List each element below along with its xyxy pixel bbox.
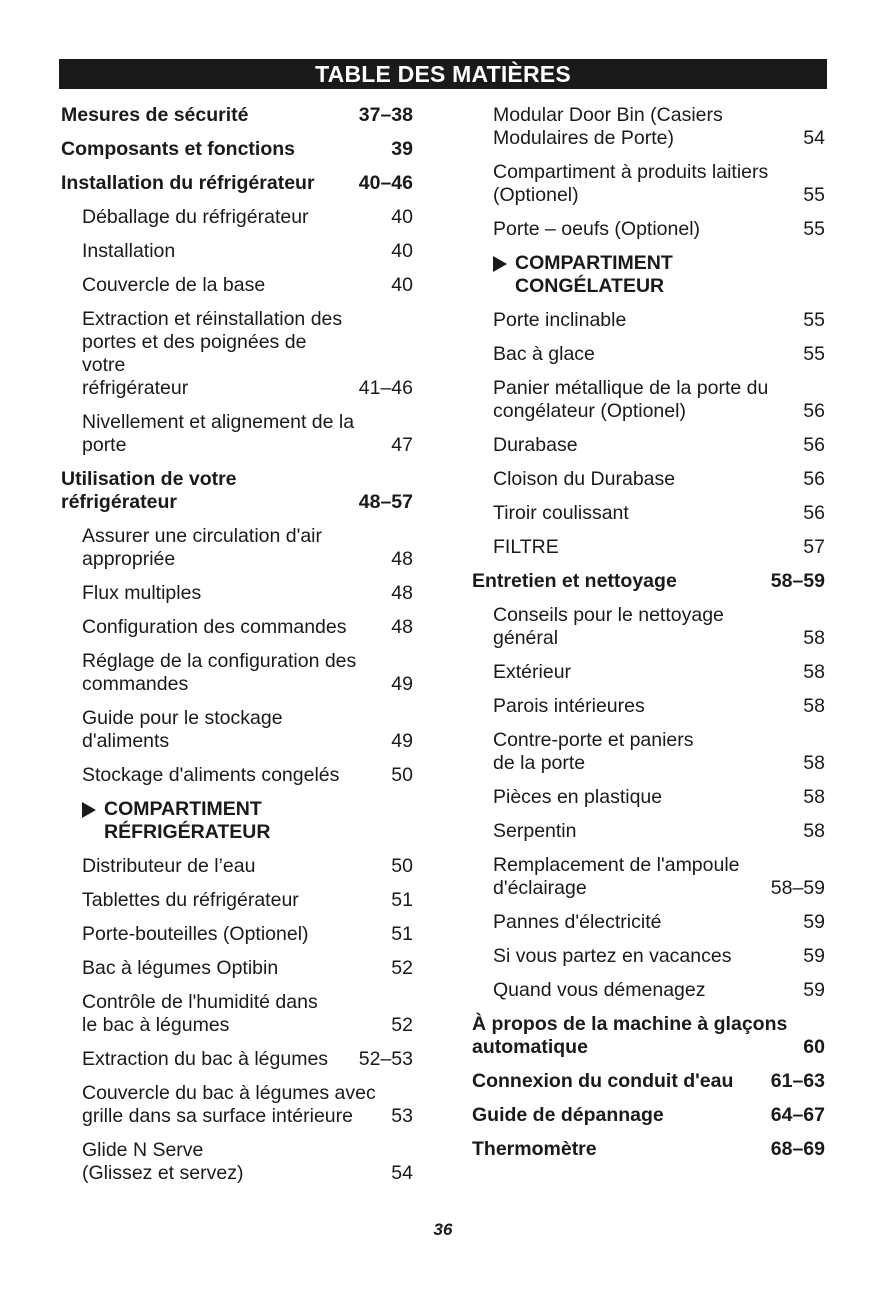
entry-page-number: 48	[391, 582, 413, 604]
toc-chapter-entry[interactable]	[472, 570, 825, 593]
entry-title-line: commandes	[82, 673, 189, 695]
entry-title	[82, 957, 391, 980]
toc-chapter-entry[interactable]	[472, 1013, 825, 1059]
entry-title	[472, 1138, 771, 1161]
toc-section-header	[472, 252, 825, 298]
entry-page-number: 59	[803, 945, 825, 967]
entry-title-line: Stockage d'aliments congelés	[82, 764, 340, 786]
entry-title	[493, 979, 803, 1002]
entry-title-line: grille dans sa surface intérieure	[82, 1105, 353, 1127]
entry-page-number: 52	[391, 1014, 413, 1036]
page-title: TABLE DES MATIÈRES	[59, 59, 827, 89]
entry-title-line: Thermomètre	[472, 1138, 597, 1160]
toc-subentry[interactable]	[61, 206, 413, 229]
entry-page-number: 68–69	[770, 1138, 825, 1160]
entry-title-line: Modular Door Bin (Casiers	[493, 104, 723, 126]
entry-page-number: 51	[391, 889, 413, 911]
entry-title-line: automatique	[472, 1036, 588, 1058]
entry-title-line: Déballage du réfrigérateur	[82, 206, 309, 228]
entry-title	[82, 991, 391, 1037]
toc-subentry[interactable]	[472, 377, 825, 423]
entry-page-number: 54	[803, 127, 825, 149]
toc-subentry[interactable]	[472, 979, 825, 1002]
entry-page-number: 49	[391, 673, 413, 695]
entry-title	[82, 274, 391, 297]
toc-subentry[interactable]	[472, 104, 825, 150]
entry-title-line: d'aliments	[82, 730, 170, 752]
entry-title	[493, 343, 803, 366]
entry-page-number: 58	[803, 820, 825, 842]
entry-page-number: 50	[391, 764, 413, 786]
entry-page-number: 59	[803, 911, 825, 933]
entry-title	[493, 786, 803, 809]
entry-title-line: Assurer une circulation d'air	[82, 525, 322, 547]
entry-title-line: À propos de la machine à glaçons	[472, 1013, 788, 1035]
entry-page-number: 40–46	[358, 172, 413, 194]
entry-title-line: (Glissez et servez)	[82, 1162, 244, 1184]
toc-chapter-entry[interactable]	[61, 138, 413, 161]
toc-subentry[interactable]	[472, 695, 825, 718]
toc-subentry[interactable]	[61, 923, 413, 946]
toc-subentry[interactable]	[472, 854, 825, 900]
entry-title-line: Installation	[82, 240, 176, 262]
toc-subentry[interactable]	[61, 1139, 413, 1185]
toc-subentry[interactable]	[61, 308, 413, 400]
entry-title-line: Composants et fonctions	[61, 138, 296, 160]
entry-title-line: Porte-bouteilles (Optionel)	[82, 923, 309, 945]
entry-title-line: Extraction du bac à légumes	[82, 1048, 329, 1070]
toc-subentry[interactable]	[472, 945, 825, 968]
entry-title-line: Flux multiples	[82, 582, 202, 604]
entry-title-line: réfrigérateur	[61, 491, 177, 513]
entry-page-number: 55	[803, 309, 825, 331]
entry-title-line: de la porte	[493, 752, 586, 774]
entry-page-number: 47	[391, 434, 413, 456]
entry-title-line: Configuration des commandes	[82, 616, 347, 638]
entry-page-number: 55	[803, 218, 825, 240]
entry-page-number: 57	[803, 536, 825, 558]
toc-chapter-entry[interactable]	[61, 172, 413, 195]
toc-subentry[interactable]	[472, 161, 825, 207]
entry-title-line: Guide pour le stockage	[82, 707, 283, 729]
entry-title-line: Bac à légumes Optibin	[82, 957, 279, 979]
entry-page-number: 64–67	[770, 1104, 825, 1126]
toc-subentry[interactable]	[472, 786, 825, 809]
entry-title	[82, 855, 391, 878]
entry-title-line: Panier métallique de la porte du	[493, 377, 769, 399]
entry-title-line: Couvercle du bac à légumes avec	[82, 1082, 376, 1104]
entry-title	[493, 695, 803, 718]
entry-title	[493, 820, 803, 843]
entry-page-number: 55	[803, 184, 825, 206]
entry-title-line: Quand vous démenagez	[493, 979, 706, 1001]
entry-title	[493, 468, 803, 491]
entry-title	[82, 707, 391, 753]
entry-title	[82, 582, 391, 605]
entry-title-line: Réglage de la configuration des	[82, 650, 357, 672]
entry-title	[61, 172, 359, 195]
toc-subentry[interactable]	[61, 855, 413, 878]
entry-title	[472, 570, 771, 593]
toc-subentry[interactable]	[61, 764, 413, 787]
entry-title	[82, 411, 391, 457]
entry-title-line: Porte inclinable	[493, 309, 627, 331]
triangle-bullet-icon	[82, 802, 96, 818]
entry-page-number: 50	[391, 855, 413, 877]
entry-title	[61, 104, 359, 127]
toc-section-header	[61, 798, 413, 844]
entry-page-number: 58	[803, 627, 825, 649]
entry-title	[493, 502, 803, 525]
entry-title-line: Tiroir coulissant	[493, 502, 629, 524]
entry-title-line: Distributeur de l’eau	[82, 855, 256, 877]
entry-page-number: 40	[391, 240, 413, 262]
entry-title-line: Serpentin	[493, 820, 577, 842]
entry-title-line: appropriée	[82, 548, 176, 570]
entry-title	[82, 923, 391, 946]
entry-title-line: Extérieur	[493, 661, 572, 683]
toc-subentry[interactable]	[472, 820, 825, 843]
entry-title	[493, 377, 803, 423]
entry-page-number: 58	[803, 695, 825, 717]
toc-subentry[interactable]	[61, 957, 413, 980]
entry-title-line: Parois intérieures	[493, 695, 645, 717]
entry-page-number: 58	[803, 786, 825, 808]
entry-page-number: 58	[803, 661, 825, 683]
entry-page-number: 55	[803, 343, 825, 365]
entry-page-number: 58	[803, 752, 825, 774]
entry-title-line: Mesures de sécurité	[61, 104, 249, 126]
entry-title-line: réfrigérateur	[82, 377, 189, 399]
entry-title-line: Installation du réfrigérateur	[61, 172, 315, 194]
toc-subentry[interactable]	[61, 240, 413, 263]
toc-subentry[interactable]	[61, 525, 413, 571]
entry-page-number: 48	[391, 548, 413, 570]
entry-title	[82, 616, 391, 639]
entry-title	[61, 468, 359, 514]
toc-right-column	[472, 104, 825, 1161]
toc-subentry[interactable]	[472, 911, 825, 934]
entry-title	[472, 1104, 771, 1127]
entry-title-line: Contrôle de l'humidité dans	[82, 991, 318, 1013]
entry-title-line: Cloison du Durabase	[493, 468, 676, 490]
toc-subentry[interactable]	[472, 468, 825, 491]
entry-title-line: Durabase	[493, 434, 578, 456]
toc-subentry[interactable]	[61, 274, 413, 297]
entry-title-line: général	[493, 627, 559, 649]
section-label: COMPARTIMENT	[104, 798, 262, 820]
entry-title	[82, 1082, 391, 1128]
entry-title-line: Contre-porte et paniers	[493, 729, 694, 751]
entry-title	[493, 854, 771, 900]
entry-page-number: 51	[391, 923, 413, 945]
entry-title	[493, 945, 803, 968]
entry-title	[493, 309, 803, 332]
toc-subentry[interactable]	[472, 604, 825, 650]
entry-title	[493, 911, 803, 934]
entry-page-number: 40	[391, 206, 413, 228]
entry-title	[472, 1013, 803, 1059]
entry-page-number: 56	[803, 468, 825, 490]
toc-subentry[interactable]	[472, 502, 825, 525]
entry-title	[82, 1139, 391, 1185]
section-label: COMPARTIMENT	[515, 252, 673, 274]
entry-page-number: 48–57	[358, 491, 413, 513]
entry-title-line: d'éclairage	[493, 877, 587, 899]
entry-title	[493, 661, 803, 684]
section-label: RÉFRIGÉRATEUR	[104, 821, 271, 843]
entry-page-number: 56	[803, 502, 825, 524]
entry-page-number: 52–53	[358, 1048, 413, 1070]
toc-left-column	[61, 104, 413, 1185]
page-number: 36	[433, 1220, 453, 1239]
toc-subentry[interactable]	[472, 536, 825, 559]
entry-title-line: Modulaires de Porte)	[493, 127, 675, 149]
entry-title	[82, 240, 391, 263]
toc-subentry[interactable]	[61, 889, 413, 912]
toc-subentry[interactable]	[472, 309, 825, 332]
toc-subentry[interactable]	[61, 991, 413, 1037]
entry-title-line: Glide N Serve	[82, 1139, 204, 1161]
entry-title-line: porte	[82, 434, 127, 456]
entry-page-number: 58–59	[770, 877, 825, 899]
entry-page-number: 56	[803, 400, 825, 422]
section-label: CONGÉLATEUR	[515, 275, 665, 297]
entry-title-line: Connexion du conduit d'eau	[472, 1070, 734, 1092]
toc-chapter-entry[interactable]	[472, 1070, 825, 1093]
entry-title	[82, 650, 391, 696]
toc-subentry[interactable]	[472, 661, 825, 684]
entry-title	[493, 218, 803, 241]
entry-title	[82, 308, 359, 400]
entry-title-line: Utilisation de votre	[61, 468, 237, 490]
toc-chapter-entry[interactable]	[472, 1138, 825, 1161]
entry-title-line: Tablettes du réfrigérateur	[82, 889, 299, 911]
entry-title	[82, 889, 391, 912]
toc-subentry[interactable]	[61, 411, 413, 457]
toc-chapter-entry[interactable]	[472, 1104, 825, 1127]
toc-subentry[interactable]	[61, 707, 413, 753]
entry-page-number: 41–46	[358, 377, 413, 399]
toc-subentry[interactable]	[472, 218, 825, 241]
entry-title-line: le bac à légumes	[82, 1014, 230, 1036]
entry-title-line: Pièces en plastique	[493, 786, 663, 808]
entry-page-number: 59	[803, 979, 825, 1001]
toc-chapter-entry[interactable]	[61, 468, 413, 514]
entry-page-number: 37–38	[358, 104, 413, 126]
entry-title	[493, 604, 803, 650]
entry-page-number: 56	[803, 434, 825, 456]
entry-page-number: 49	[391, 730, 413, 752]
entry-page-number: 54	[391, 1162, 413, 1184]
entry-title-line: Pannes d'électricité	[493, 911, 662, 933]
toc-subentry[interactable]	[61, 650, 413, 696]
entry-title	[493, 104, 803, 150]
entry-page-number: 48	[391, 616, 413, 638]
toc-chapter-entry[interactable]	[61, 104, 413, 127]
entry-title-line: (Optionel)	[493, 184, 579, 206]
entry-title-line: Nivellement et alignement de la	[82, 411, 355, 433]
entry-title-line: portes et des poignées de votre	[82, 331, 307, 376]
triangle-bullet-icon	[493, 256, 507, 272]
entry-page-number: 52	[391, 957, 413, 979]
entry-title-line: Entretien et nettoyage	[472, 570, 677, 592]
toc-subentry[interactable]	[472, 343, 825, 366]
entry-page-number: 60	[803, 1036, 825, 1058]
entry-title	[493, 161, 803, 207]
toc-subentry[interactable]	[61, 1048, 413, 1071]
entry-title-line: Bac à glace	[493, 343, 595, 365]
entry-title	[82, 764, 391, 787]
entry-title	[61, 138, 391, 161]
toc-subentry[interactable]	[472, 434, 825, 457]
entry-page-number: 40	[391, 274, 413, 296]
entry-title-line: Porte – oeufs (Optionel)	[493, 218, 701, 240]
entry-title-line: Couvercle de la base	[82, 274, 266, 296]
entry-title-line: Guide de dépannage	[472, 1104, 664, 1126]
toc-subentry[interactable]	[472, 729, 825, 775]
entry-title	[493, 434, 803, 457]
entry-title	[82, 1048, 359, 1071]
entry-title	[82, 525, 391, 571]
entry-title-line: Conseils pour le nettoyage	[493, 604, 724, 626]
entry-page-number: 61–63	[770, 1070, 825, 1092]
entry-page-number: 39	[391, 138, 413, 160]
entry-page-number: 53	[391, 1105, 413, 1127]
entry-title-line: Si vous partez en vacances	[493, 945, 732, 967]
entry-page-number: 58–59	[770, 570, 825, 592]
entry-title-line: Extraction et réinstallation des	[82, 308, 343, 330]
entry-title	[493, 729, 803, 775]
entry-title	[493, 536, 803, 559]
entry-title	[82, 206, 391, 229]
entry-title-line: Remplacement de l'ampoule	[493, 854, 740, 876]
entry-title-line: congélateur (Optionel)	[493, 400, 686, 422]
toc-subentry[interactable]	[61, 582, 413, 605]
entry-title	[472, 1070, 771, 1093]
entry-title-line: FILTRE	[493, 536, 559, 558]
entry-title-line: Compartiment à produits laitiers	[493, 161, 769, 183]
toc-subentry[interactable]	[61, 616, 413, 639]
toc-subentry[interactable]	[61, 1082, 413, 1128]
